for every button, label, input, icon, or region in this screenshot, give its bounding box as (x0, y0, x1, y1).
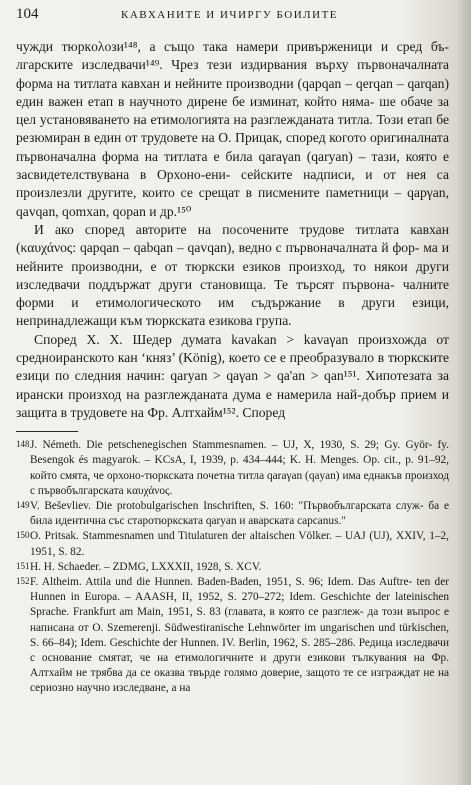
text-line: Хипотезата за ирански произход на разглежданата дума е намерила (16, 368, 449, 402)
footnote-line: H. H. Schaeder. – ZDMG, LXXXII, 1928, S. XCV. (30, 560, 262, 573)
footnote-line: fy. Besengok és magyarok. – KCsA, I, 1939, p. 434–444; K. H. Menges. Op. cit., (30, 439, 450, 467)
footnote-line: ungarischen und türkischen, S. 66–84); Idem. Geschichte der Hunnen. IV. Berlin, (30, 621, 450, 649)
footnote-line: p. 91–92, който смята, че орхоно-тюркската почетна титла qaraγan (qayan) има (30, 454, 449, 482)
footnote-line: 1962, S. 285–286. Редица изследвачи с основание смятат, че на етимологичните (30, 636, 449, 665)
text-line: най-добър прием и защита в трудовете на Фр. Алтхайм¹⁵². Според (16, 386, 449, 420)
text-line: тюркските езици по следния начин: qaryan > qaγan > qa'an > qan¹⁵¹. (16, 350, 449, 384)
footnote-text (30, 575, 449, 697)
text-line: чужди тюркολοзи¹⁴⁸, а също така намери привърженици и сред бъ- (16, 39, 449, 54)
text-line: форма на титлата кавхан и нейните производни (qapqan – qerqan – (16, 75, 404, 91)
footnote-line: J. Németh. Die petschenegischen Stammesnamen. – UJ, X, 1930, S. 29; Gy. Györ- (30, 439, 433, 452)
text-line: други изследвачи поддържат други становища. Те търсят първона- (16, 258, 449, 292)
text-line: qarqan) един важен етап в научното дирене бе изминат, който няма- (16, 75, 449, 109)
footnote-line: F. Altheim. Attila und die Hunnen. Baden-Baden, 1951, S. 96; Idem. Das Auftre- (30, 576, 413, 589)
text-line: Според Х. Х. Шедер думата kavakan > kavaγan произхожда от (34, 331, 449, 347)
footnote-line: O. Pritsak. Stammesnamen und Titulaturen der altaischen Völker. – UAJ (UJ), (30, 530, 393, 543)
text-line: лгарските изследвачи¹⁴⁹. Чрез тези издирвания върху първоначалната (16, 57, 449, 73)
footnote-number: 151 (16, 560, 30, 571)
text-line: титла. Този етап бе резюмиран в един от трудовете на О. Прицак, (16, 112, 449, 146)
footnote-text (30, 529, 449, 559)
body-text (16, 38, 449, 422)
footnote (16, 438, 449, 499)
footnote (16, 560, 449, 575)
footnote-line: голямо доверие, защото те се изграждат не на сериозно научно изследване, а на (30, 667, 450, 695)
footnotes (16, 438, 449, 696)
footnote-line: еднакъв произход с първобългарската καυχάνος. (30, 469, 449, 497)
footnote-text (30, 438, 449, 499)
text-line: ше обаче за цел установяването на етимологията на разглежданата (16, 93, 449, 128)
footnote-line: ба е била идентична със старотюркската qaryan и аварската capcanus." (30, 500, 449, 528)
footnote-text (30, 560, 449, 575)
text-line: И ако според авторите на посочените трудове титлата кавхан (34, 221, 449, 237)
footnote-line: XXIV, 1–2, 1951, S. 82. (30, 530, 450, 558)
text-line: (καυχάνος: qapqan – qabqan – qavqan), ведно с първоначалната й фор- (16, 240, 420, 256)
text-line: чалните форми и етимологическото им съдържание в други езици, (16, 276, 449, 311)
footnote-number: 148 (16, 439, 30, 450)
paragraph (16, 221, 449, 331)
text-line: според когото оригиналната първоначална форма на титлата е била (16, 130, 449, 164)
paragraph (16, 38, 449, 221)
page-number: 104 (16, 6, 39, 22)
footnote (16, 575, 449, 697)
footnote-line: ten der Hunnen in Europa. – AAASH, II, 1952, S. 270–272; Idem. Geschichte der (30, 576, 449, 604)
paragraph (16, 331, 449, 422)
footnote-number: 152 (16, 576, 30, 587)
footnote-separator (16, 431, 78, 432)
footnote-number: 149 (16, 500, 30, 511)
footnote-number: 150 (16, 530, 30, 541)
footnote (16, 499, 449, 529)
text-line: писмените паметници – qapγan, qavqan, qomxan, qopan и др.¹⁵⁰ (16, 185, 449, 219)
text-line: qaraγan (qaryan) – тази, която е засвидетелствувана в Орхоно-ени- (16, 148, 449, 183)
text-line: сейските надписи, и от нея са произлезли другите, които се срещат в (16, 167, 449, 201)
footnote-line: и други езикови тълкувания на Фр. Алтхайм не трябва да се оказва твърде (30, 652, 450, 680)
footnote (16, 529, 449, 559)
text-line: средноиранското кан ‘княз’ (König), което се е преобразувало в (16, 350, 385, 366)
footnote-line: lateinischen Sprache. Frankfurt am Main, 1951, S. 83 (главата, в която се разглеж- (30, 591, 450, 619)
footnote-text (30, 499, 449, 529)
text-line: непринадлежащи към тюркската езикова група. (16, 313, 292, 329)
footnote-line: V. Beševliev. Die protobulgarischen Inschriften, S. 160: "Първобългарската служ- (30, 500, 424, 513)
page-header (16, 6, 449, 28)
text-line: ма и нейните производни, е от тюркски езиков произход, то някои (16, 240, 449, 274)
running-head: КАВХАНИТЕ И ИЧИРГУ БОИЛИТЕ (120, 9, 339, 21)
footnote-line: да този въпрос е написана от O. Szemerenji. Südwestiranische Lehnwörter im (30, 606, 449, 634)
